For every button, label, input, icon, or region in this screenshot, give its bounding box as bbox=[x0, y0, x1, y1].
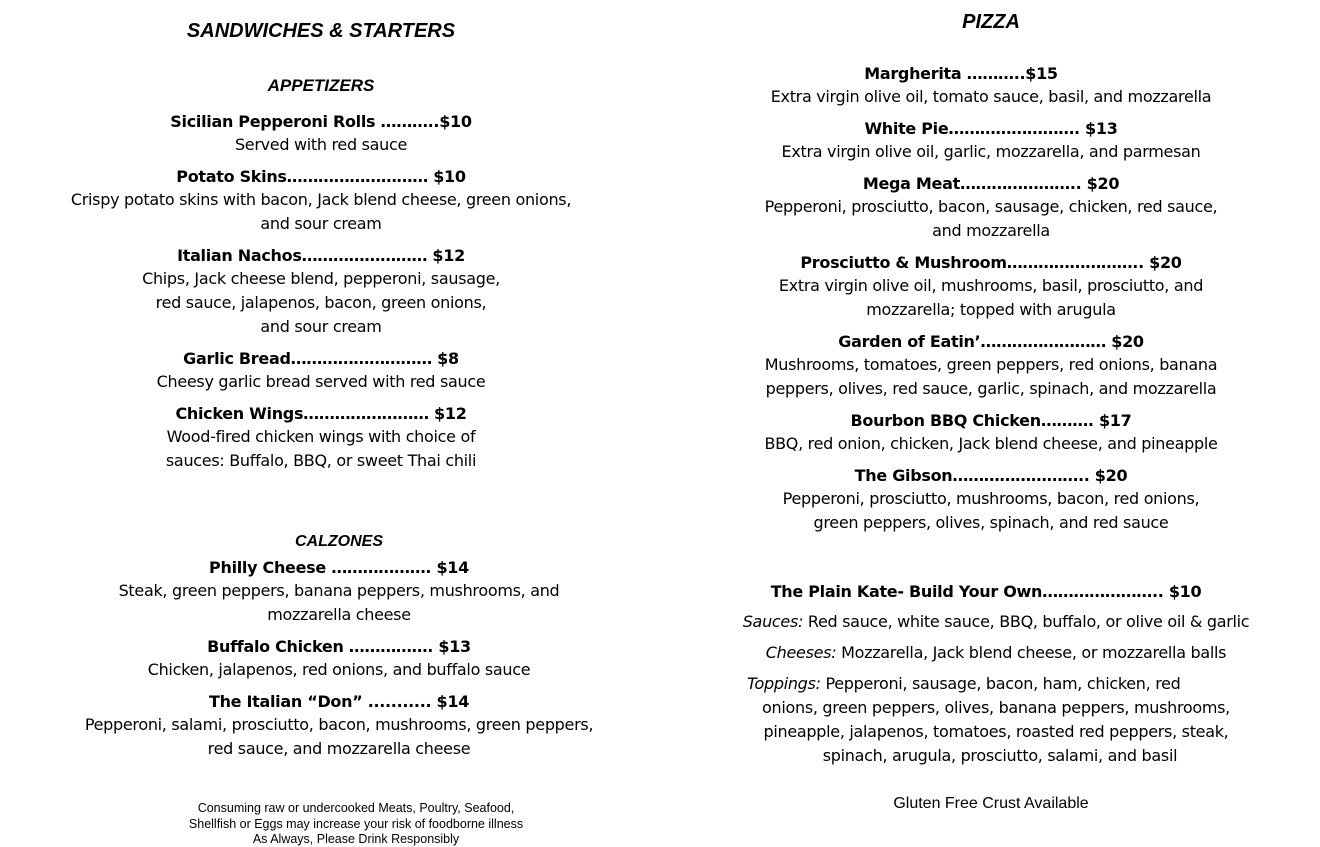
menu-item-title: Prosciutto & Mushroom…………………….. $20 bbox=[800, 253, 1182, 272]
menu-item-desc: Chicken, jalapenos, red onions, and buffalo sauce bbox=[147, 660, 531, 679]
menu-item-desc: red sauce, jalapenos, bacon, green onions, bbox=[155, 293, 487, 312]
menu-item-desc: Cheesy garlic bread served with red sauce bbox=[156, 372, 486, 391]
heading-appetizers: APPETIZERS bbox=[267, 76, 375, 95]
section-title-sandwiches: SANDWICHES & STARTERS bbox=[186, 20, 456, 42]
menu-item-desc: Pepperoni, prosciutto, mushrooms, bacon, red onions, bbox=[782, 489, 1200, 508]
sauces-text: Red sauce, white sauce, BBQ, buffalo, or olive oil & garlic bbox=[803, 612, 1250, 631]
menu-item-desc: green peppers, olives, spinach, and red sauce bbox=[813, 513, 1169, 532]
section-title-pizza: PIZZA bbox=[962, 11, 1020, 33]
cheeses-label: Cheeses: bbox=[765, 643, 837, 662]
menu-item-title: The Gibson…………………….. $20 bbox=[854, 466, 1128, 485]
menu-item-title: White Pie……………………. $13 bbox=[864, 119, 1118, 138]
menu-item-desc: Pepperoni, salami, prosciutto, bacon, mushrooms, green peppers, bbox=[84, 715, 594, 734]
menu-item-desc: Steak, green peppers, banana peppers, mushrooms, and bbox=[118, 581, 560, 600]
menu-item-title: Chicken Wings…………………… $12 bbox=[175, 404, 467, 423]
menu-item-desc: peppers, olives, red sauce, garlic, spinach, and mozzarella bbox=[765, 379, 1217, 398]
menu-item-desc: and sour cream bbox=[260, 317, 382, 336]
menu-item-desc: Extra virgin olive oil, garlic, mozzarella, and parmesan bbox=[781, 142, 1201, 161]
menu-item-title: Garlic Bread……………………… $8 bbox=[183, 349, 459, 368]
menu-item-desc: Wood-fired chicken wings with choice of bbox=[166, 427, 476, 446]
sauces-line bbox=[743, 610, 1250, 634]
toppings-text: Pepperoni, sausage, bacon, ham, chicken, red bbox=[820, 674, 1181, 693]
menu-item-desc: mozzarella cheese bbox=[267, 605, 411, 624]
menu-item-desc: Extra virgin olive oil, mushrooms, basil, prosciutto, and bbox=[778, 276, 1204, 295]
cheeses-text: Mozzarella, Jack blend cheese, or mozzarella balls bbox=[836, 643, 1227, 662]
menu-item-title: Philly Cheese ………………. $14 bbox=[209, 558, 469, 577]
cheeses-line bbox=[766, 641, 1226, 665]
menu-item-title: Potato Skins……………………… $10 bbox=[176, 167, 466, 186]
toppings-line bbox=[747, 672, 1181, 696]
menu-item-desc: red sauce, and mozzarella cheese bbox=[207, 739, 471, 758]
toppings-line: spinach, arugula, prosciutto, salami, and basil bbox=[822, 746, 1178, 765]
toppings-line: onions, green peppers, olives, banana peppers, mushrooms, bbox=[762, 698, 1230, 717]
gluten-free-note: Gluten Free Crust Available bbox=[893, 795, 1089, 812]
sauces-label: Sauces: bbox=[742, 612, 804, 631]
disclaimer-line: Shellfish or Eggs may increase your risk of foodborne illness bbox=[188, 817, 524, 831]
menu-item-title: Margherita ………..$15 bbox=[864, 64, 1058, 83]
menu-item-desc: Served with red sauce bbox=[234, 135, 408, 154]
menu-item-title: Buffalo Chicken ……………. $13 bbox=[207, 637, 471, 656]
menu-item-title: The Italian “Don” ........... $14 bbox=[208, 692, 470, 711]
menu-item-desc: Mushrooms, tomatoes, green peppers, red onions, banana bbox=[764, 355, 1218, 374]
menu-item-title: Garden of Eatin’…………………… $20 bbox=[838, 332, 1144, 351]
toppings-label: Toppings: bbox=[747, 674, 821, 693]
menu-item-desc: and mozzarella bbox=[932, 221, 1050, 240]
menu-item-desc: mozzarella; topped with arugula bbox=[866, 300, 1116, 319]
menu-item-desc: Extra virgin olive oil, tomato sauce, basil, and mozzarella bbox=[770, 87, 1212, 106]
disclaimer-line: As Always, Please Drink Responsibly bbox=[252, 832, 460, 846]
build-your-own-title: The Plain Kate- Build Your Own………………….. $10 bbox=[770, 582, 1202, 601]
menu-item-desc: Chips, Jack cheese blend, pepperoni, sausage, bbox=[142, 269, 500, 288]
heading-calzones: CALZONES bbox=[295, 533, 383, 550]
menu-item-desc: Pepperoni, prosciutto, bacon, sausage, chicken, red sauce, bbox=[764, 197, 1218, 216]
menu-item-desc: BBQ, red onion, chicken, Jack blend cheese, and pineapple bbox=[764, 434, 1218, 453]
menu-item-title: Bourbon BBQ Chicken………. $17 bbox=[850, 411, 1132, 430]
menu-item-desc: and sour cream bbox=[260, 214, 382, 233]
disclaimer-line: Consuming raw or undercooked Meats, Poultry, Seafood, bbox=[197, 801, 515, 815]
menu-item-title: Sicilian Pepperoni Rolls ………..$10 bbox=[170, 112, 472, 131]
menu-item-desc: sauces: Buffalo, BBQ, or sweet Thai chili bbox=[165, 451, 477, 470]
menu-item-title: Italian Nachos…………………… $12 bbox=[177, 246, 465, 265]
menu-item-desc: Crispy potato skins with bacon, Jack blend cheese, green onions, bbox=[70, 190, 572, 209]
menu-item-title: Mega Meat………………….. $20 bbox=[862, 174, 1120, 193]
toppings-line: pineapple, jalapenos, tomatoes, roasted red peppers, steak, bbox=[763, 722, 1229, 741]
